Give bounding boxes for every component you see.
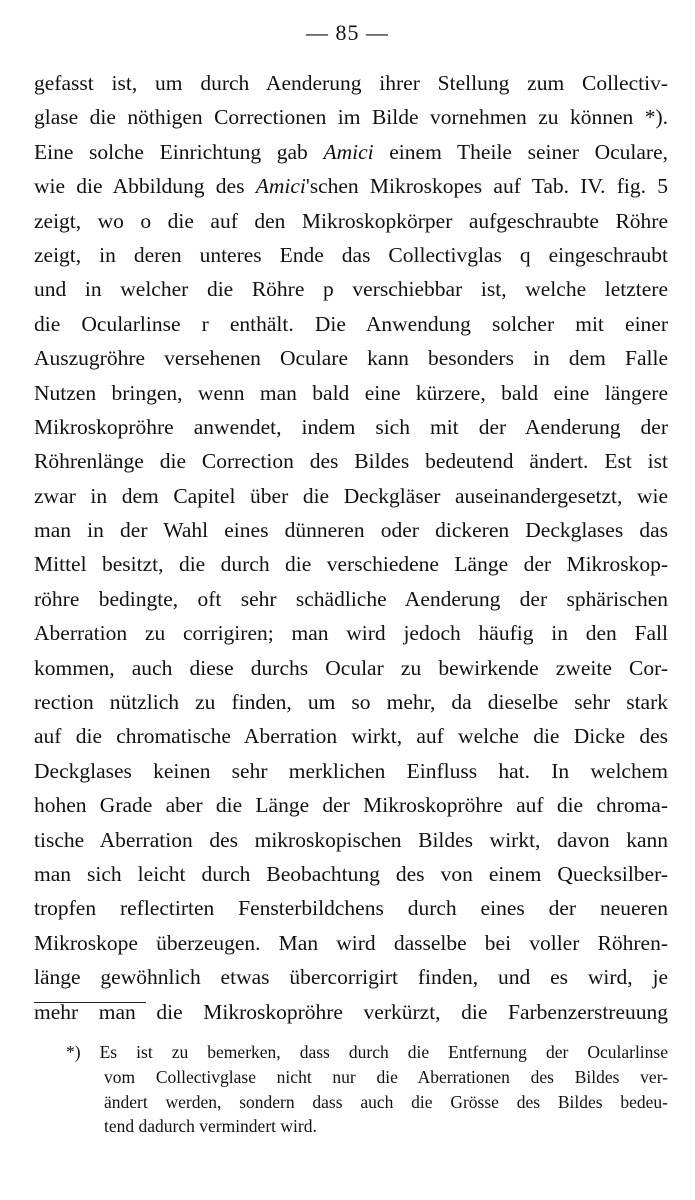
text-line: hohen Grade aber die Länge der Mikroskopröhre auf die chroma-: [34, 793, 668, 818]
text-line: Auszugröhre versehenen Oculare kann besonders in dem Falle: [34, 346, 668, 371]
text-line: mehr man die Mikroskopröhre verkürzt, die Farbenzerstreuung: [34, 999, 668, 1024]
person-name: Amici: [323, 139, 374, 164]
text-line: Röhrenlänge die Correction des Bildes bedeutend ändert. Est ist: [34, 449, 668, 474]
footnote-divider: [34, 1002, 146, 1003]
text-line: die Ocularlinse r enthält. Die Anwendung solcher mit einer: [34, 311, 668, 336]
footnote-line: *) Es ist zu bemerken, dass durch die Entfernung der Ocularlinse: [66, 1042, 668, 1062]
text-line: Aberration zu corrigiren; man wird jedoch häufig in den Fall: [34, 621, 668, 646]
text-line: zeigt, in deren unteres Ende das Collectivglas q eingeschraubt: [34, 242, 668, 267]
text-line: Nutzen bringen, wenn man bald eine kürzere, bald eine längere: [34, 380, 668, 405]
text-line: und in welcher die Röhre p verschiebbar ist, welche letztere: [34, 277, 668, 302]
text-line: zwar in dem Capitel über die Deckgläser auseinandergesetzt, wie: [34, 483, 668, 508]
text-line: Mikroskopröhre anwendet, indem sich mit der Aenderung der: [34, 414, 668, 439]
text-line: glase die nöthigen Correctionen im Bilde vornehmen zu können *).: [34, 105, 668, 130]
text-line: röhre bedingte, oft sehr schädliche Aenderung der sphärischen: [34, 586, 668, 611]
text-line: Mittel besitzt, die durch die verschiedene Länge der Mikroskop-: [34, 552, 668, 577]
text-line: länge gewöhnlich etwas übercorrigirt finden, und es wird, je: [34, 965, 668, 990]
text-line: kommen, auch diese durchs Ocular zu bewirkende zweite Cor-: [34, 655, 668, 680]
text-line: Deckglases keinen sehr merklichen Einfluss hat. In welchem: [34, 758, 668, 783]
footnote-line: ändert werden, sondern dass auch die Grösse des Bildes bedeu-: [104, 1091, 668, 1112]
text-line: gefasst ist, um durch Aenderung ihrer Stellung zum Collectiv-: [34, 71, 668, 95]
main-text: [34, 66, 668, 1029]
text-line: zeigt, wo o die auf den Mikroskopkörper aufgeschraubte Röhre: [34, 208, 668, 233]
footnote: [66, 1040, 668, 1139]
footnote-line: vom Collectivglase nicht nur die Aberrationen des Bildes ver-: [104, 1066, 668, 1087]
text-line: Mikroskope überzeugen. Man wird dasselbe bei voller Röhren-: [34, 930, 668, 955]
person-name: Amici: [255, 174, 306, 199]
text-line: tropfen reflectirten Fensterbildchens durch eines der neueren: [34, 896, 668, 921]
text-line: man in der Wahl eines dünneren oder dickeren Deckglases das: [34, 518, 668, 543]
text-line: Eine solche Einrichtung gab Amici einem Theile seiner Oculare,: [34, 139, 668, 164]
text-line: auf die chromatische Aberration wirkt, auf welche die Dicke des: [34, 724, 668, 749]
page-number: — 85 —: [306, 20, 389, 45]
text-line: wie die Abbildung des Amici'schen Mikroskopes auf Tab. IV. fig. 5: [34, 174, 668, 199]
text-line: rection nützlich zu finden, um so mehr, da dieselbe sehr stark: [34, 690, 668, 715]
text-line: tische Aberration des mikroskopischen Bildes wirkt, davon kann: [34, 827, 668, 852]
footnote-line: tend dadurch vermindert wird.: [104, 1116, 317, 1137]
text-line: man sich leicht durch Beobachtung des von einem Quecksilber-: [34, 861, 668, 886]
